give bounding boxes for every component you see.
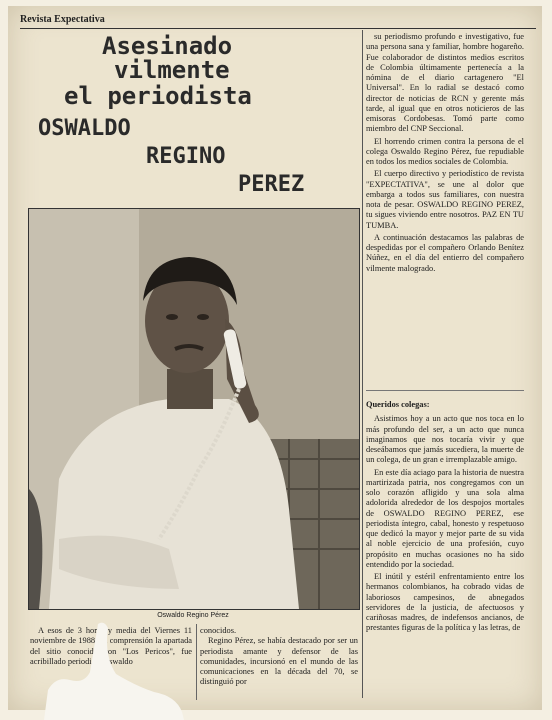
obituary-paragraph: su periodismo profundo e investigativo, fue una persona sana y familiar, hombre hogareño. Fue colaborador de distintos medios escritos de Colombia últimamente pertenecía a la nómina de el diario cartagenero "El Universal". En lo radial se destacó como director de noticias de RCN y gerente más tarde, al igual que en otros noticieros de las emisoras Cordobesas. Tomó parte como miembro del CNP Seccional. — [366, 32, 524, 134]
obituary-paragraph: A continuación destacamos las palabras de despedidas por el compañero Orlando Benítez Núñez, en el día del entierro del compañero vilmente malogrado. — [366, 232, 524, 273]
column-divider-bottom — [196, 624, 197, 700]
speech-paragraph: El inútil y estéril enfrentamiento entre los hermanos colombianos, ha cobrado vidas de laboriosos campesinos, de abnegados servidores de la justicia, de afectuosos y cariñosas madres, de indefensos ancianos, de prestantes figuras de la política y las letras, de — [366, 572, 524, 633]
headline-name-3: PEREZ — [238, 172, 305, 197]
article-paragraph: Regino Pérez, se había destacado por ser un periodista amante y defensor de las comunidades, incursionó en el mundo de las comunicaciones en la década del 70, se distinguió por — [200, 636, 358, 687]
speech-salutation: Queridos colegas: — [366, 400, 430, 409]
header-rule — [20, 28, 536, 29]
headline-name-1: OSWALDO — [38, 116, 131, 141]
photo-caption: Oswaldo Regino Pérez — [157, 612, 229, 619]
speech-paragraph: En este día aciago para la historia de nuestra martirizada patria, nos congregamos con un solo corazón afligido y una sola alma adolorida alrededor de los despojos mortales de OSWALDO REGINO PEREZ, ese periodista íntegro, cabal, honesto y respetuoso que dedicó la mayor y mejor parte de su vida al noble ejercicio de una profesión, cuyo propósito en muchas ocasiones no ha sido entendido por la sociedad. — [366, 467, 524, 569]
headline-line-1: Asesinado — [102, 32, 233, 60]
speech-column — [366, 400, 524, 636]
magazine-name: Revista Expectativa — [20, 14, 105, 25]
article-paragraph: A esos de 3 horas y media del Viernes 11 noviembre de 1988, en comprensión la apartada del sitio conocido con "Los Pericos", fue acribillado periodista Oswaldo — [30, 626, 192, 666]
headline-line-3: el periodista — [64, 82, 252, 110]
headline — [30, 32, 356, 202]
obituary-column — [366, 32, 524, 276]
section-divider — [366, 390, 524, 391]
torn-paper-damage — [44, 620, 194, 720]
speech-paragraph: Asistimos hoy a un acto que nos toca en lo más profundo del ser, a un acto que nunca imaginamos que nos tocaría vivir y que deseábamos que jamás sucediera, la muerte de un colega, de un gran e irremplazable amigo. — [366, 414, 524, 465]
column-divider — [362, 30, 363, 698]
portrait-illustration — [29, 209, 359, 609]
article-body-column-2 — [200, 626, 358, 688]
headline-name-2: REGINO — [146, 144, 226, 169]
obituary-paragraph: El horrendo crimen contra la persona de el colega Oswaldo Regino Pérez, fue repudiable en todos los medios sociales de Colombia. — [366, 136, 524, 166]
obituary-paragraph: El cuerpo directivo y periodístico de revista "EXPECTATIVA", se une al dolor que embarga a todos sus familiares, con nuestra nota de pesar. OSWALDO REGINO PEREZ, tu sigues viviendo entre nosotros. PAZ EN TU TUMBA. — [366, 169, 524, 230]
article-paragraph: conocidos. — [200, 626, 237, 635]
portrait-photo — [28, 208, 360, 610]
headline-line-2: vilmente — [114, 56, 230, 84]
